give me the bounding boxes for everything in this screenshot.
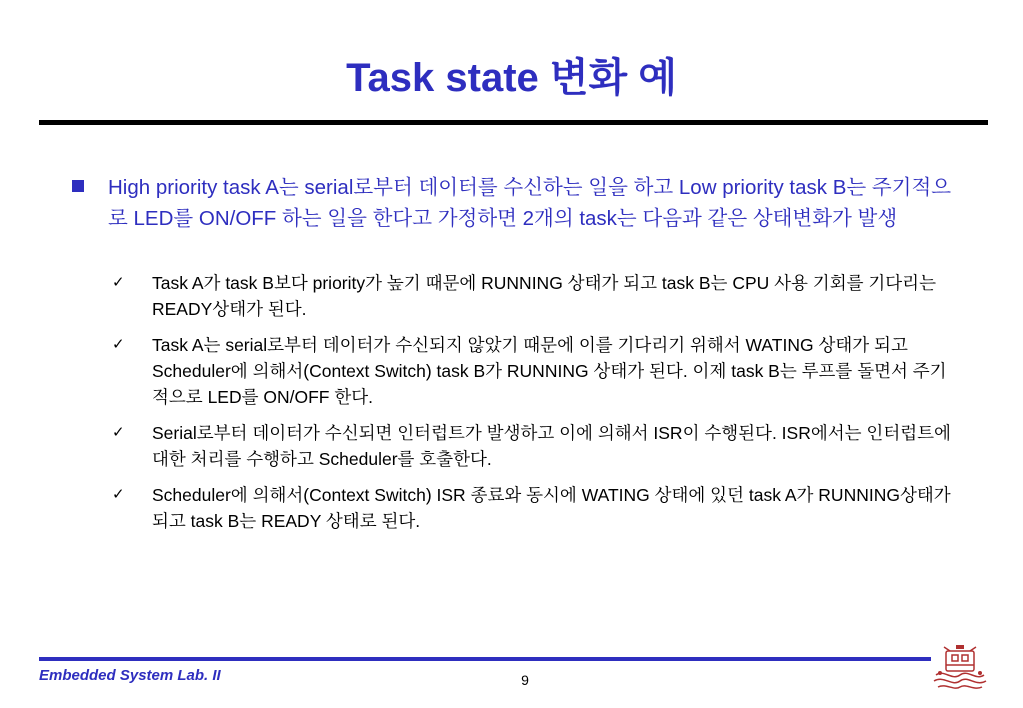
check-mark-icon: ✓ [112,274,125,291]
sub-bullet-text: Serial로부터 데이터가 수신되면 인터럽트가 발생하고 이에 의해서 ISR이 수행된다. ISR에서는 인터럽트에 대한 처리를 수행하고 Scheduler를 호출한다. [152,423,951,469]
title-divider [39,120,988,125]
university-seal-logo [930,645,990,693]
slide-title: Task state 변화 예 [346,56,677,100]
main-bullet [75,172,965,234]
check-mark-icon: ✓ [112,424,125,441]
check-mark-icon: ✓ [112,486,125,503]
sub-bullet-list [112,270,952,544]
sub-bullet-item [112,270,952,322]
square-bullet-icon [72,180,84,192]
page-number: 9 [521,672,529,688]
footer-divider [39,657,931,661]
sub-bullet-text: Task A는 serial로부터 데이터가 수신되지 않았기 때문에 이를 기다리기 위해서 WATING 상태가 되고 Scheduler에 의해서(Context Switch) task B가 RUNNING 상태가 된다. 이제 task B는 루프를 돌면서 주기적으로 LED를 ON/OFF 한다. [152,335,947,407]
sub-bullet-item [112,332,952,410]
main-bullet-text: High priority task A는 serial로부터 데이터를 수신하는 일을 하고 Low priority task B는 주기적으로 LED를 ON/OFF 하는 일을 한다고 가정하면 2개의 task는 다음과 같은 상태변화가 발생 [108,176,952,230]
sub-bullet-item [112,420,952,472]
sub-bullet-text: Scheduler에 의해서(Context Switch) ISR 종료와 동시에 WATING 상태에 있던 task A가 RUNNING상태가 되고 task B는 READY 상태로 된다. [152,485,951,531]
sub-bullet-item [112,482,952,534]
sub-bullet-text: Task A가 task B보다 priority가 높기 때문에 RUNNING 상태가 되고 task B는 CPU 사용 기회를 기다리는 READY상태가 된다. [152,273,936,319]
footer-lab-name: Embedded System Lab. II [39,667,221,684]
check-mark-icon: ✓ [112,336,125,353]
